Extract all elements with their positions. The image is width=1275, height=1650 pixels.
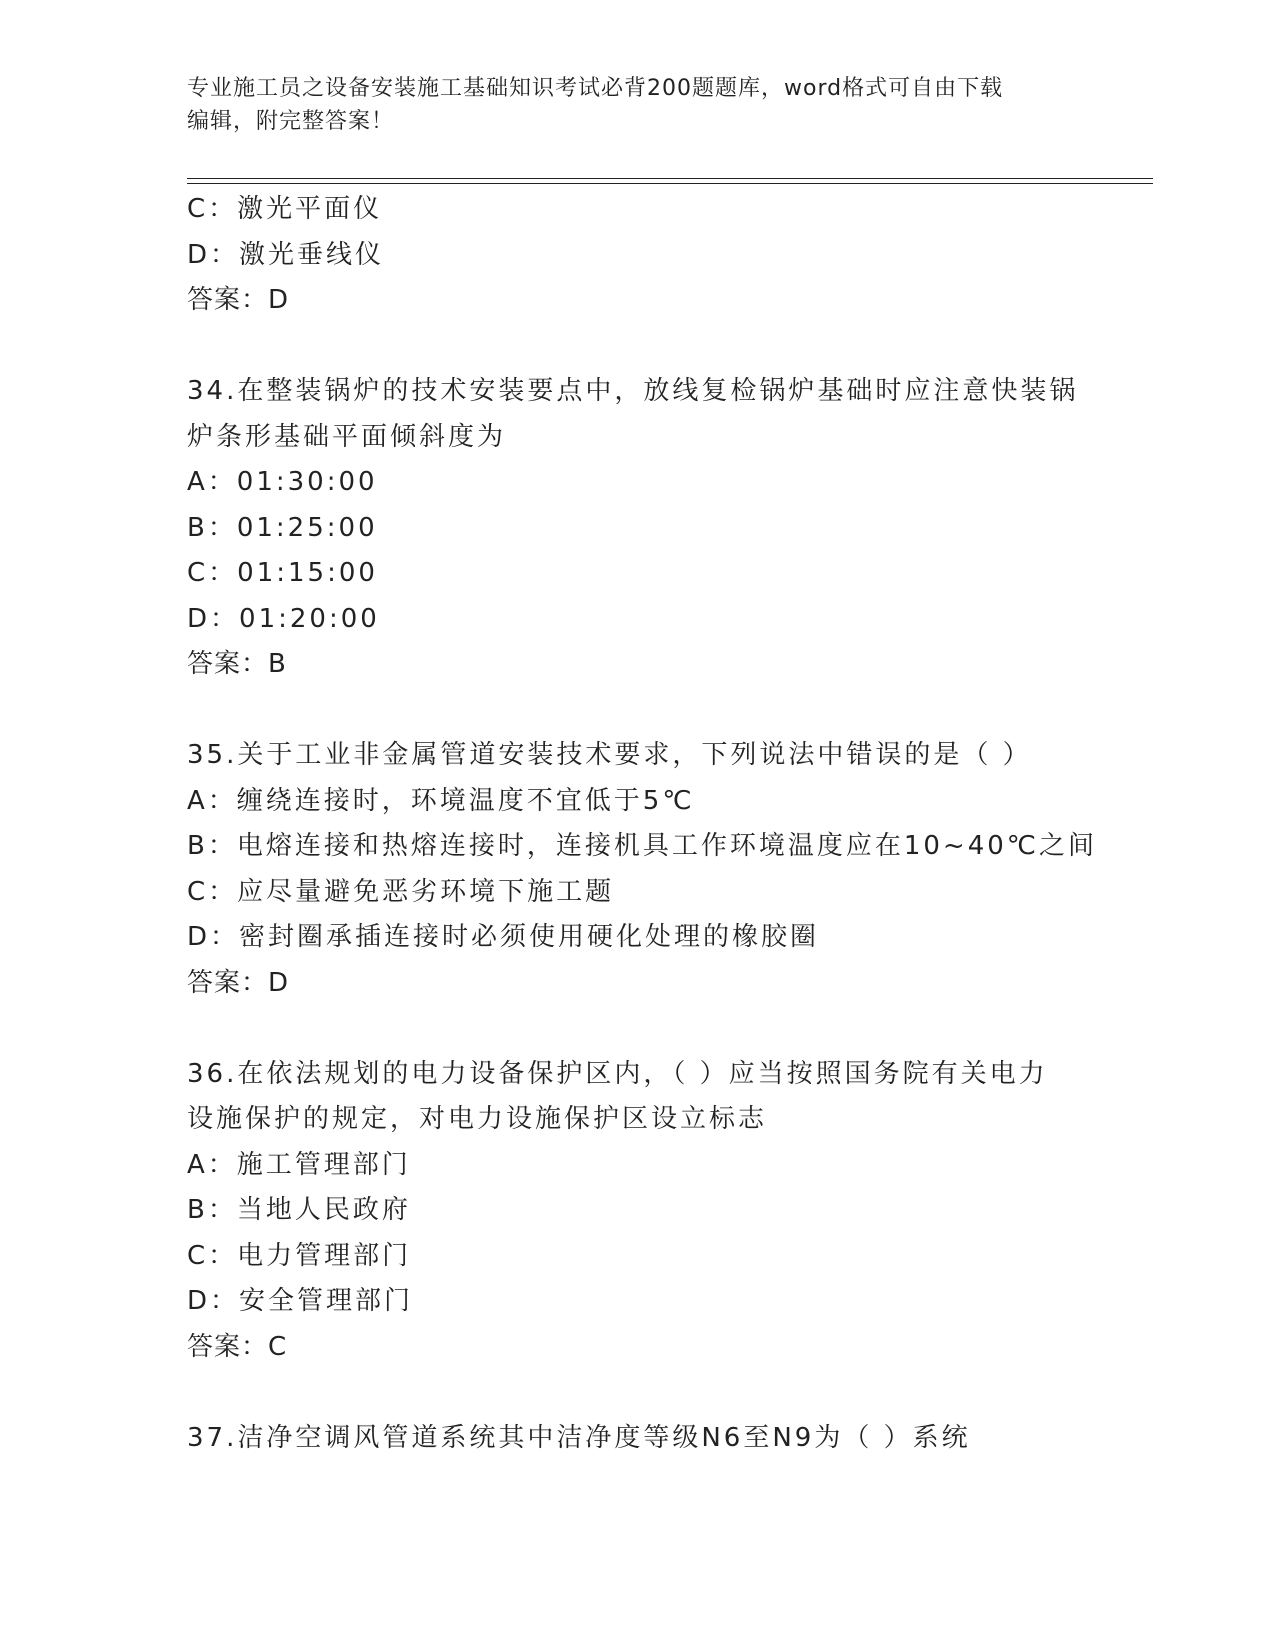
spacer: [187, 1006, 1087, 1052]
option-c: C：电力管理部门: [187, 1240, 412, 1271]
question-stem: 35.关于工业非金属管道安装技术要求，下列说法中错误的是（ ）: [187, 740, 1032, 770]
answer: 答案：B: [187, 649, 287, 679]
question-stem: 炉条形基础平面倾斜度为: [187, 421, 507, 452]
question-stem: 34.在整装锅炉的技术安装要点中，放线复检锅炉基础时应注意快装锅: [187, 376, 1079, 406]
option-d: D：01:20:00: [187, 603, 380, 634]
spacer: [187, 688, 1087, 734]
option-d: D：密封圈承插连接时必须使用硬化处理的橡胶圈: [187, 922, 820, 952]
question-35: [187, 733, 1097, 1006]
header-line-1: 专业施工员之设备安装施工基础知识考试必背200题题库，word格式可自由下载: [187, 76, 1004, 101]
header-rule-bottom: [187, 183, 1153, 184]
option-b: B：电熔连接和热熔连接时，连接机具工作环境温度应在10~40℃之间: [187, 831, 1097, 861]
continued-question: [187, 187, 1087, 324]
option-c: C：激光平面仪: [187, 194, 383, 224]
question-34: [187, 369, 1087, 688]
answer: 答案：D: [187, 285, 290, 315]
question-36: [187, 1052, 1087, 1371]
spacer: [187, 324, 1087, 370]
spacer: [187, 1370, 1087, 1416]
option-a: A：01:30:00: [187, 467, 378, 497]
question-list: [187, 187, 1097, 1461]
question-stem: 36.在依法规划的电力设备保护区内，（ ）应当按照国务院有关电力: [187, 1058, 1048, 1089]
option-b: B：当地人民政府: [187, 1195, 411, 1225]
option-c: C：01:15:00: [187, 558, 378, 588]
question-stem: 37.洁净空调风管道系统其中洁净度等级N6至N9为（ ）系统: [187, 1422, 971, 1453]
header-line-2: 编辑，附完整答案！: [187, 109, 395, 134]
option-b: B：01:25:00: [187, 512, 378, 543]
option-a: A：施工管理部门: [187, 1149, 411, 1180]
option-a: A：缠绕连接时，环境温度不宜低于5℃: [187, 785, 695, 816]
answer: 答案：C: [187, 1331, 288, 1362]
question-stem: 设施保护的规定，对电力设施保护区设立标志: [187, 1104, 768, 1134]
question-37: [187, 1416, 1087, 1462]
document-header: [187, 72, 1087, 138]
header-rule-top: [187, 178, 1153, 179]
option-d: D：激光垂线仪: [187, 239, 385, 270]
option-c: C：应尽量避免恶劣环境下施工题: [187, 876, 615, 907]
answer: 答案：D: [187, 967, 290, 998]
option-d: D：安全管理部门: [187, 1286, 414, 1316]
